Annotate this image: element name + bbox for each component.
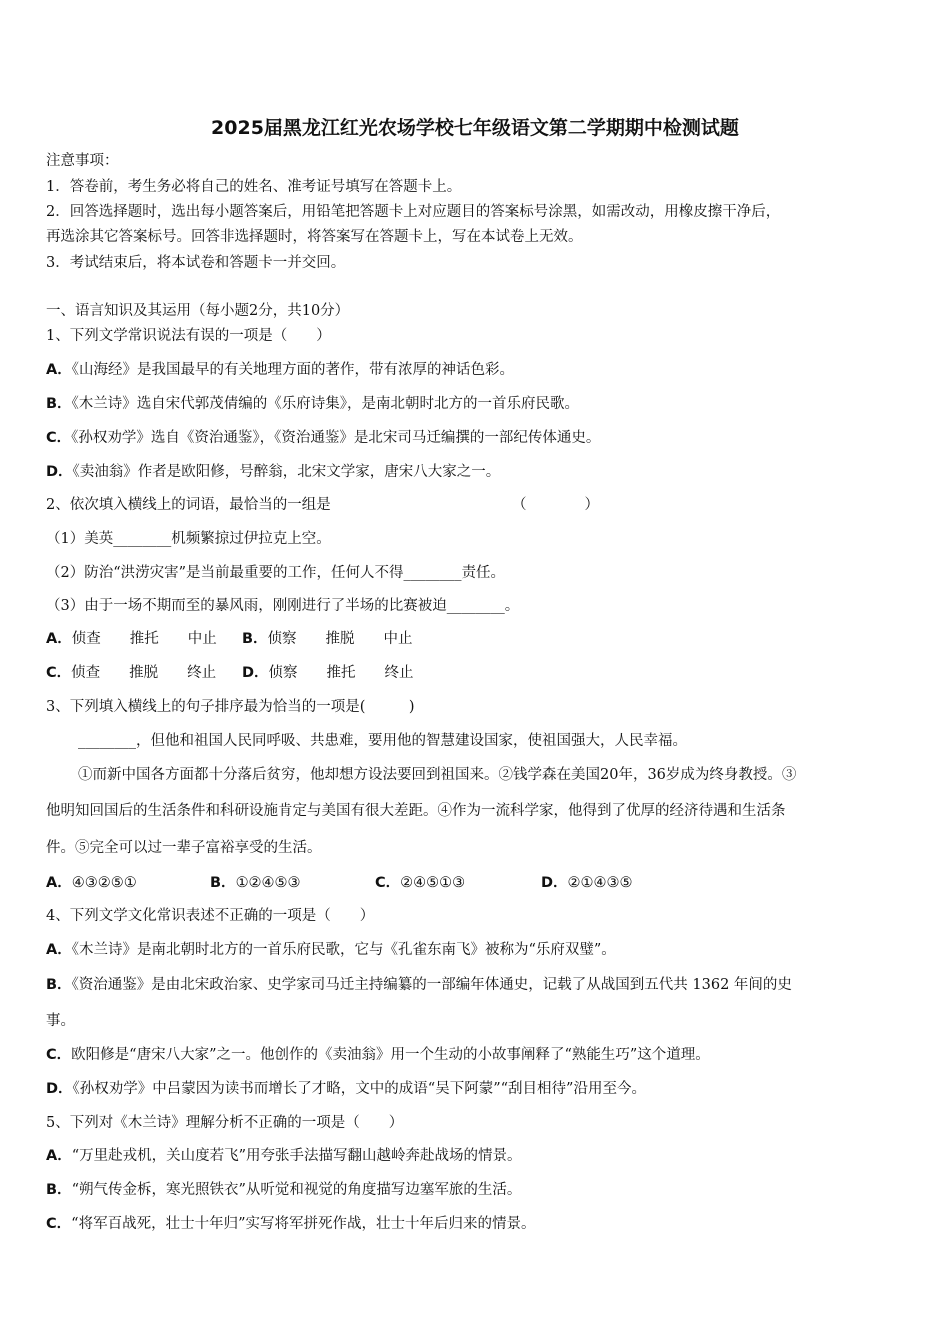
q3-option-c [375, 873, 465, 893]
option-label: D． [541, 875, 568, 891]
q4-option-d [46, 1079, 646, 1099]
q4-option-a [46, 940, 616, 960]
option-label: A． [46, 362, 72, 378]
q4-option-c [46, 1045, 710, 1065]
question-5-stem: 5、下列对《木兰诗》理解分析不正确的一项是（ ） [46, 1115, 404, 1131]
q3-option-d [541, 873, 633, 893]
question-2-stem: 2、依次填入横线上的词语，最恰当的一组是 [46, 497, 331, 513]
option-text: 侦查 推脱 终止 [71, 665, 217, 681]
option-label: A． [46, 631, 72, 647]
option-text: “将军百战死，壮士十年归”实写将军拼死作战，壮士十年后归来的情景。 [71, 1216, 536, 1232]
notice-item-1: 1．答卷前，考生务必将自己的姓名、准考证号填写在答题卡上。 [46, 179, 462, 195]
option-label: D． [46, 1081, 73, 1097]
option-label: B． [210, 875, 236, 891]
q1-option-c [46, 428, 600, 448]
q2-option-a [46, 629, 217, 649]
question-3-stem: 3、下列填入横线上的句子排序最为恰当的一项是( ) [46, 699, 415, 715]
q2-sentence-3: （3）由于一场不期而至的暴风雨，刚刚进行了半场的比赛被迫________。 [46, 598, 520, 614]
option-text: 欧阳修是“唐宋八大家”之一。他创作的《卖油翁》用一个生动的小故事阐释了“熟能生巧”这个道理。 [71, 1047, 710, 1063]
q5-option-c [46, 1214, 535, 1234]
question-1-stem: 1、下列文学常识说法有误的一项是（ ） [46, 328, 331, 344]
q3-passage-line-3: 他明知回国后的生活条件和科研设施肯定与美国有很大差距。④作为一流科学家，他得到了优厚的经济待遇和生活条 [46, 803, 786, 819]
option-label: C． [46, 430, 72, 446]
option-label: A． [46, 1148, 72, 1164]
option-text: 《卖油翁》作者是欧阳修，号醉翁，北宋文学家，唐宋八大家之一。 [72, 464, 501, 480]
option-label: C． [375, 875, 401, 891]
q2-option-d [242, 663, 414, 683]
q2-sentence-1: （1）美英________机频繁掠过伊拉克上空。 [46, 531, 331, 547]
option-text: “万里赴戎机，关山度若飞”用夸张手法描写翻山越岭奔赴战场的情景。 [71, 1148, 522, 1164]
option-label: B． [242, 631, 268, 647]
option-text: 《孙权劝学》中吕蒙因为读书而增长了才略，文中的成语“吴下阿蒙”“刮目相待”沿用至今。 [72, 1081, 646, 1097]
option-text: 侦查 推托 中止 [71, 631, 217, 647]
q2-option-c [46, 663, 216, 683]
notice-heading: 注意事项： [46, 153, 119, 169]
q1-option-d [46, 462, 500, 482]
q3-passage-line-4: 件。⑤完全可以过一辈子富裕享受的生活。 [46, 840, 322, 856]
option-label: C． [46, 665, 72, 681]
option-text: “朔气传金柝，寒光照铁衣”从听觉和视觉的角度描写边塞军旅的生活。 [71, 1182, 522, 1198]
option-text: 《木兰诗》是南北朝时北方的一首乐府民歌，它与《孔雀东南飞》被称为“乐府双璧”。 [71, 942, 616, 958]
option-text: 《孙权劝学》选自《资治通鉴》，《资治通鉴》是北宋司马迁编撰的一部纪传体通史。 [71, 430, 601, 446]
option-label: B． [46, 977, 72, 993]
q5-option-a [46, 1146, 522, 1166]
q2-sentence-2: （2）防治“洪涝灾害”是当前最重要的工作，任何人不得________责任。 [46, 565, 506, 581]
option-label: B． [46, 396, 72, 412]
option-label: C． [46, 1216, 72, 1232]
option-text: ④③②⑤① [71, 875, 137, 891]
page-title: 2025届黑龙江红光农场学校七年级语文第二学期期中检测试题 [211, 117, 739, 139]
option-text: 《资治通鉴》是由北宋政治家、史学家司马迁主持编纂的一部编年体通史，记载了从战国到五代共 1362 年间的史 [71, 977, 792, 993]
option-label: A． [46, 942, 72, 958]
q4-option-b-cont: 事。 [46, 1013, 75, 1029]
option-label: B． [46, 1182, 72, 1198]
option-text: 侦察 推脱 中止 [267, 631, 413, 647]
q2-option-b [242, 629, 413, 649]
option-text: ①②④⑤③ [235, 875, 301, 891]
q3-passage-line-1: ________，但他和祖国人民同呼吸、共患难，要用他的智慧建设国家，使祖国强大，人民幸福。 [78, 733, 687, 749]
q3-passage-line-2: ①而新中国各方面都十分落后贫穷，他却想方设法要回到祖国来。②钱学森在美国20年，36岁成为终身教授。③ [78, 767, 797, 783]
notice-item-2-cont: 再选涂其它答案标号。回答非选择题时，将答案写在答题卡上，写在本试卷上无效。 [46, 229, 583, 245]
option-label: D． [242, 665, 269, 681]
notice-item-3: 3．考试结束后，将本试卷和答题卡一并交回。 [46, 255, 346, 271]
question-2-answer-paren: （ ） [512, 497, 599, 513]
option-text: ②①④③⑤ [567, 875, 633, 891]
q5-option-b [46, 1180, 521, 1200]
option-text: 《木兰诗》选自宋代郭茂倩编的《乐府诗集》，是南北朝时北方的一首乐府民歌。 [71, 396, 580, 412]
q3-option-b [210, 873, 301, 893]
option-text: 《山海经》是我国最早的有关地理方面的著作，带有浓厚的神话色彩。 [71, 362, 514, 378]
q1-option-a [46, 360, 514, 380]
option-text: ②④⑤①③ [400, 875, 466, 891]
q3-option-a [46, 873, 137, 893]
q1-option-b [46, 394, 579, 414]
q4-option-b [46, 975, 792, 995]
question-4-stem: 4、下列文学文化常识表述不正确的一项是（ ） [46, 908, 375, 924]
section-heading: 一、语言知识及其运用（每小题2分，共10分） [46, 303, 350, 319]
option-label: D． [46, 464, 73, 480]
notice-item-2: 2．回答选择题时，选出每小题答案后，用铅笔把答题卡上对应题目的答案标号涂黑，如需改动，用橡皮擦干净后， [46, 204, 781, 220]
option-text: 侦察 推托 终止 [268, 665, 414, 681]
option-label: C． [46, 1047, 72, 1063]
option-label: A． [46, 875, 72, 891]
